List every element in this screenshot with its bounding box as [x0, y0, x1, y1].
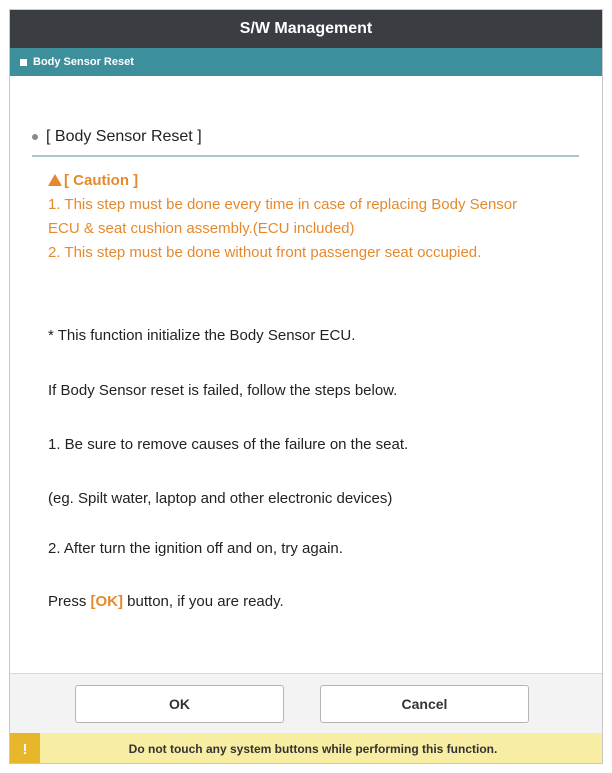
step-2-text: 2. After turn the ignition off and on, try again.	[48, 540, 343, 557]
square-bullet-icon	[20, 59, 27, 66]
content-area	[10, 76, 602, 676]
press-suffix: button, if you are ready.	[123, 593, 284, 610]
failure-text: If Body Sensor reset is failed, follow the steps below.	[48, 382, 398, 399]
ok-button[interactable]: OK	[75, 685, 284, 723]
warning-triangle-icon	[48, 174, 62, 186]
section-title-text: [ Body Sensor Reset ]	[46, 128, 202, 145]
cancel-button[interactable]: Cancel	[320, 685, 529, 723]
press-ok-text	[48, 593, 578, 610]
step-1-text: 1. Be sure to remove causes of the failure on the seat.	[48, 436, 409, 453]
warning-message: Do not touch any system buttons while performing this function.	[128, 742, 498, 756]
menu-header-label: Body Sensor Reset	[33, 56, 134, 68]
dialog-window	[9, 9, 603, 764]
menu-header	[10, 48, 602, 76]
caution-line: 2. This step must be done without front passenger seat occupied.	[48, 244, 482, 261]
ok-highlight: [OK]	[90, 593, 124, 610]
warning-bar	[10, 733, 602, 764]
window-title: S/W Management	[239, 20, 373, 37]
section-title	[32, 128, 202, 146]
caution-block	[48, 169, 588, 265]
caution-heading	[48, 169, 588, 193]
dot-bullet-icon	[32, 134, 38, 140]
caution-line: ECU & seat cushion assembly.(ECU included)	[48, 220, 355, 237]
intro-text: * This function initialize the Body Sensor ECU.	[48, 327, 356, 344]
window-title-bar	[10, 10, 602, 48]
section-divider	[32, 155, 579, 157]
press-prefix: Press	[48, 593, 91, 610]
caution-heading-text: [ Caution ]	[64, 172, 139, 189]
step-1-example-text: (eg. Spilt water, laptop and other electronic devices)	[48, 490, 393, 507]
button-bar	[10, 673, 602, 733]
caution-line: 1. This step must be done every time in case of replacing Body Sensor	[48, 196, 518, 213]
exclamation-icon: !	[10, 733, 40, 764]
